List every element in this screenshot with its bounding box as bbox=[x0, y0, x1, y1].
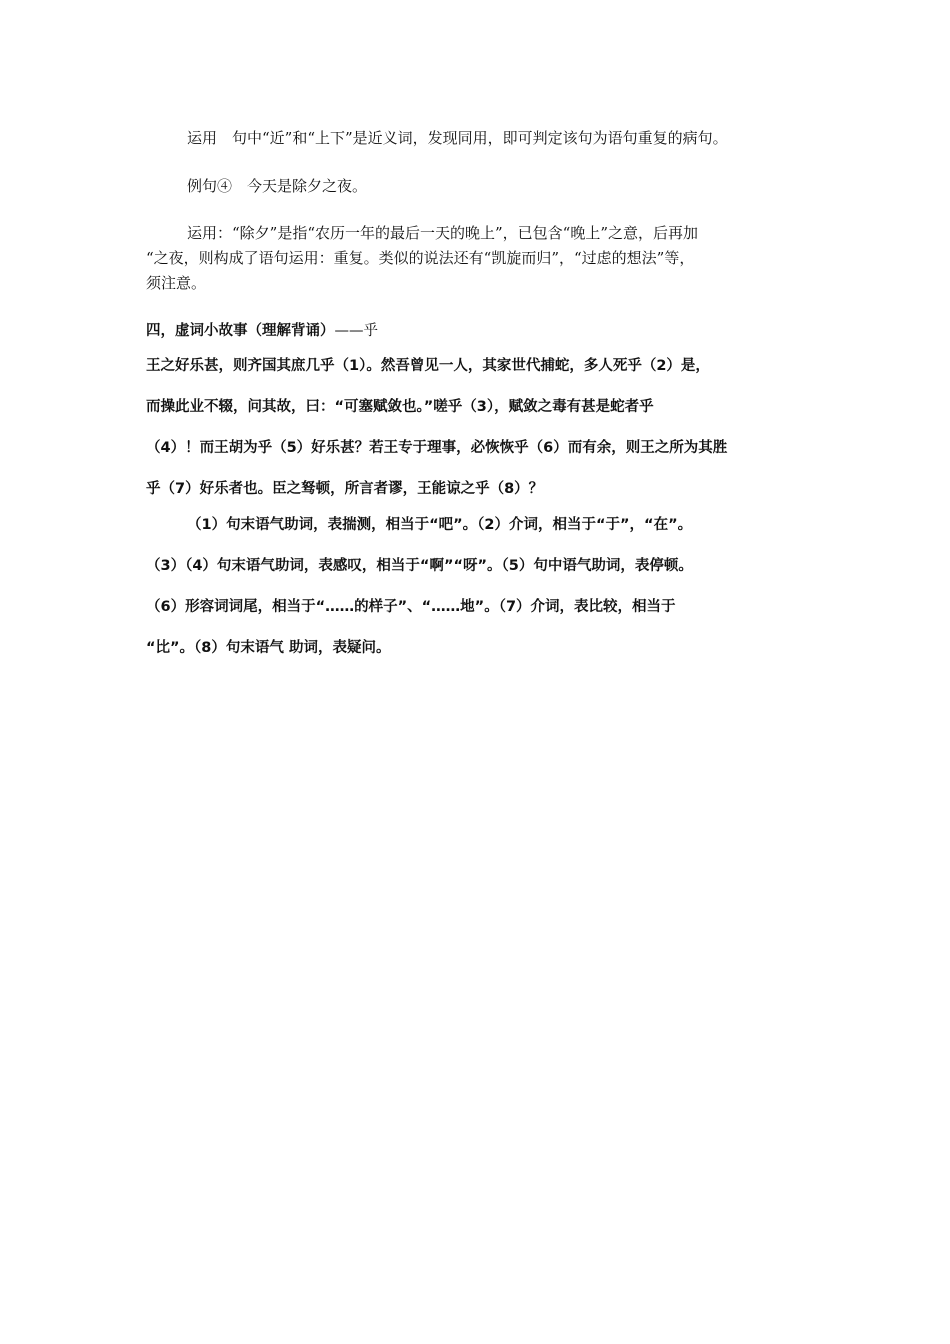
story-line-2: 而操此业不辍，问其故，曰：“可塞赋敛也。”嗟乎（3），赋敛之毒有甚是蛇者乎 bbox=[146, 399, 654, 415]
notes-line-1: （1）句末语气助词，表揣测，相当于“吧”。（2）介词，相当于“于”，“在”。 bbox=[187, 517, 693, 533]
paragraph-usage-2-line-3: 须注意。 bbox=[146, 274, 207, 292]
notes-line-3: （6）形容词词尾，相当于“……的样子”、“……地”。（7）介词，表比较，相当于 bbox=[146, 599, 676, 615]
paragraph-example-4: 例句④ 今天是除夕之夜。 bbox=[187, 177, 368, 195]
story-line-4: 乎（7）好乐者也。臣之驽顿，所言者谬，王能谅之乎（8）？ bbox=[146, 481, 544, 497]
paragraph-usage-2-line-1: 运用：“除夕”是指“农历一年的最后一天的晚上”，已包含“晚上”之意，后再加 bbox=[187, 224, 699, 242]
section-heading-suffix: ——乎 bbox=[334, 323, 378, 339]
paragraph-usage-2-line-2: “之夜，则构成了语句运用：重复。类似的说法还有“凯旋而归”，“过虑的想法”等， bbox=[146, 249, 695, 267]
paragraph-usage-line-1: 运用 句中“近”和“上下”是近义词，发现同用，即可判定该句为语句重复的病句。 bbox=[187, 129, 728, 147]
notes-line-2: （3）（4）句末语气助词，表感叹，相当于“啊”“呀”。（5）句中语气助词，表停顿。 bbox=[146, 558, 693, 574]
story-line-1: 王之好乐甚，则齐国其庶几乎（1）。然吾曾见一人，其家世代捕蛇，多人死乎（2）是， bbox=[146, 358, 710, 374]
section-heading bbox=[146, 321, 378, 341]
notes-line-4: “比”。（8）句末语气 助词，表疑问。 bbox=[146, 640, 391, 656]
story-line-3: （4）！而王胡为乎（5）好乐甚？若王专于理事，必恢恢乎（6）而有余，则王之所为其胜 bbox=[146, 440, 728, 456]
section-heading-main: 四，虚词小故事（理解背诵） bbox=[146, 323, 335, 339]
